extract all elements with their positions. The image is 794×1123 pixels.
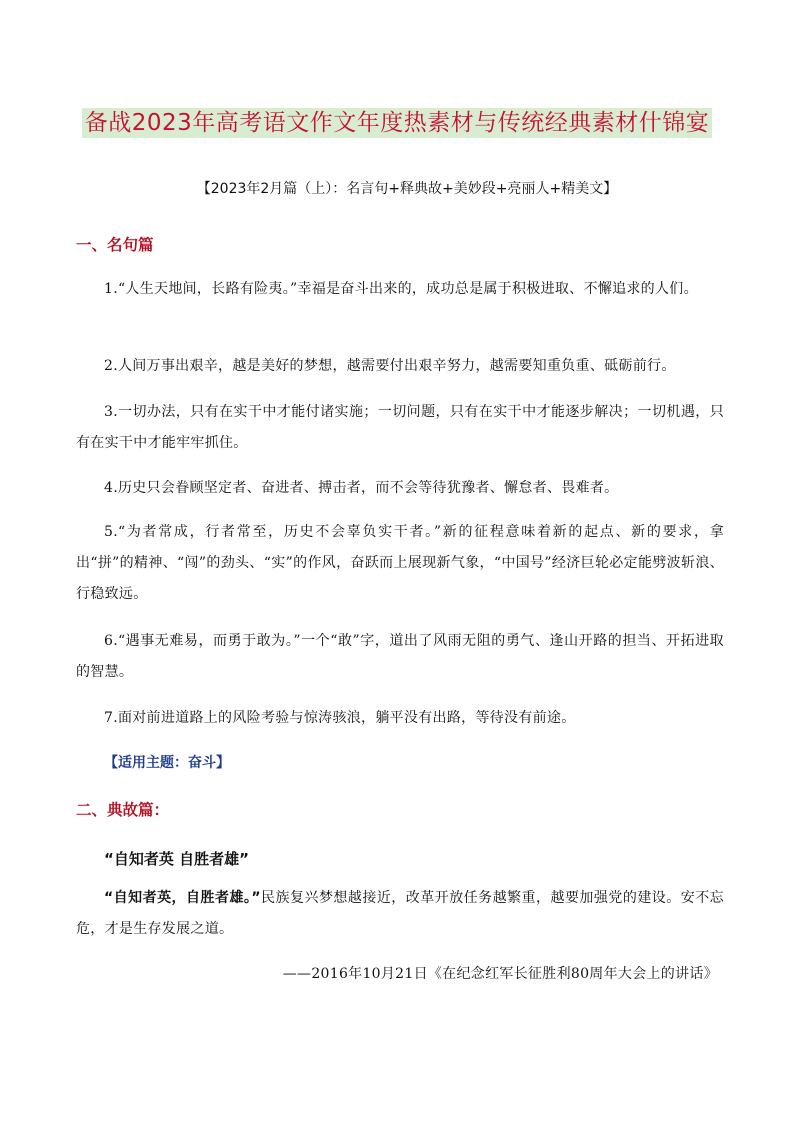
quote-item-3: 3.一切办法，只有在实干中才能付诸实施；一切问题，只有在实干中才能逐步解决；一切机遇，只有在实干中才能牢牢抓住。 [76,404,724,451]
quote-item-4: 4.历史只会眷顾坚定者、奋进者、搏击者，而不会等待犹豫者、懈怠者、畏难者。 [104,480,619,496]
quote-item-6: 6.“遇事无难易，而勇于敢为。”一个“敢”字，道出了风雨无阻的勇气、逢山开路的担当、开拓进取的智慧。 [76,633,724,680]
section-heading-stories: 二、典故篇： [76,801,170,819]
story-body: 民族复兴梦想越接近，改革开放任务越繁重，越要加强党的建设。安不忘危，才是生存发展之道。 [76,890,724,937]
story-quote: “自知者英，自胜者雄。” [104,890,261,906]
story-paragraph [76,883,724,945]
story-title: “自知者英 自胜者雄” [104,850,249,868]
story-source: ——2016年10月21日《在纪念红军长征胜利80周年大会上的讲话》 [282,966,718,982]
quote-item-7: 7.面对前进道路上的风险考验与惊涛骇浪，躺平没有出路，等待没有前途。 [104,710,576,726]
quote-item-2: 2.人间万事出艰辛，越是美好的梦想，越需要付出艰辛努力，越需要知重负重、砥砺前行。 [104,358,676,374]
quote-item-5: 5.“为者常成，行者常至，历史不会辜负实干者。”新的征程意味着新的起点、新的要求，拿出“拼”的精神、“闯”的劲头、“实”的作风，奋跃而上展现新气象，“中国号”经济巨轮必定能劈波斩浪、行稳致远。 [76,524,724,602]
section-heading-quotes: 一、名句篇 [76,236,154,254]
quote-item-1: 1.“人生天地间，长路有险夷。”幸福是奋斗出来的，成功总是属于积极进取、不懈追求的人们。 [104,281,698,297]
document-subtitle: 【2023年2月篇（上）：名言句+释典故+美妙段+亮丽人+精美文】 [196,181,618,197]
document-title-text: 备战2023年高考语文作文年度热素材与传统经典素材什锦宴 [82,108,713,138]
theme-label: 【适用主题：奋斗】 [104,755,230,771]
document-title [0,104,794,137]
